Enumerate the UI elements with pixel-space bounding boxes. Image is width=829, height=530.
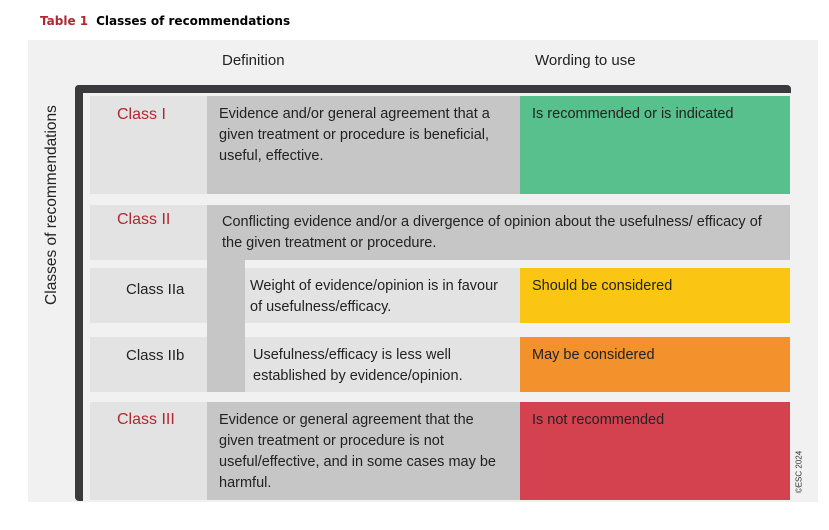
class-1-wording: Is recommended or is indicated xyxy=(520,96,790,194)
copyright-notice: ©ESC 2024 xyxy=(794,450,804,494)
table-number: Table 1 xyxy=(40,14,89,28)
class-2-label: Class II xyxy=(117,211,171,228)
header-definition: Definition xyxy=(222,52,285,69)
class-2a-definition: Weight of evidence/opinion is in favour of usefulness/efficacy. xyxy=(250,278,498,315)
class-2a-label: Class IIa xyxy=(126,281,185,298)
class-1-definition: Evidence and/or general agreement that a given treatment or procedure is beneficial, useful, effective. xyxy=(207,96,520,194)
class-2a-wording: Should be considered xyxy=(520,268,790,323)
class-3-definition: Evidence or general agreement that the given treatment or procedure is not useful/effective, and in some cases may be harmful. xyxy=(207,402,520,500)
table-title: Classes of recommendations xyxy=(96,14,291,28)
class-2b-definition: Usefulness/efficacy is less well established by evidence/opinion. xyxy=(253,347,463,384)
class-3-label: Class III xyxy=(117,411,175,428)
class-2b-wording: May be considered xyxy=(520,337,790,392)
side-label: Classes of recommendations xyxy=(43,105,60,305)
table-caption xyxy=(40,14,290,28)
class-1-label: Class I xyxy=(117,106,166,123)
row-class-2b-label-cell xyxy=(90,337,207,392)
axis-bar-vertical xyxy=(75,85,83,501)
class-3-wording: Is not recommended xyxy=(520,402,790,500)
header-wording: Wording to use xyxy=(535,52,636,69)
axis-bar-horizontal xyxy=(75,85,791,93)
class-2-definition: Conflicting evidence and/or a divergence of opinion about the usefulness/ efficacy of the given treatment or procedure. xyxy=(222,214,762,251)
class-2b-label: Class IIb xyxy=(126,347,185,364)
